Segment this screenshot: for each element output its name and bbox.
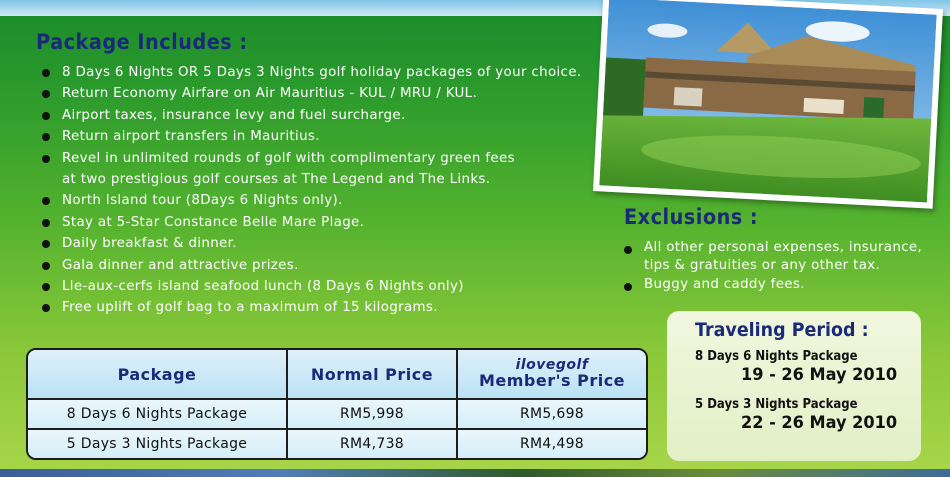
member-price-cell: RM5,698 [457, 399, 646, 429]
include-item: Return airport transfers in Mauritius. [38, 126, 608, 147]
package-column-header: Package [28, 350, 287, 399]
period-package-name: 8 Days 6 Nights Package [695, 349, 858, 364]
member-price-cell: RM4,498 [457, 429, 646, 458]
include-item: Stay at 5-Star Constance Belle Mare Plage. [38, 212, 608, 233]
include-item: 8 Days 6 Nights OR 5 Days 3 Nights golf holiday packages of your choice. [38, 62, 608, 83]
package-name-cell: 8 Days 6 Nights Package [28, 399, 287, 429]
include-item: Gala dinner and attractive prizes. [38, 255, 608, 276]
exclusions-heading: Exclusions : [624, 205, 759, 229]
include-item-continuation: at two prestigious golf courses at The Legend and The Links. [62, 172, 491, 188]
include-item: Free uplift of golf bag to a maximum of 15 kilograms. [38, 297, 608, 318]
member-price-label: Member's Price [478, 371, 626, 390]
exclusion-item: All other personal expenses, insurance, tips & gratuities or any other tax. [620, 239, 940, 276]
package-includes-heading: Package Includes : [36, 30, 248, 54]
include-item: Lle-aux-cerfs island seafood lunch (8 Days 6 Nights only) [38, 276, 608, 297]
exclusions-list [620, 239, 940, 296]
include-item: Airport taxes, insurance levy and fuel surcharge. [38, 105, 608, 126]
include-item: Daily breakfast & dinner. [38, 233, 608, 254]
normal-price-column-header: Normal Price [287, 350, 457, 399]
package-name-cell: 5 Days 3 Nights Package [28, 429, 287, 458]
period-package-name: 5 Days 3 Nights Package [695, 397, 858, 412]
period-dates: 22 - 26 May 2010 [741, 413, 898, 433]
traveling-period-box [667, 311, 921, 461]
price-table [26, 348, 648, 460]
clubhouse-photo [593, 0, 943, 209]
normal-price-cell: RM5,998 [287, 399, 457, 429]
package-includes-list [38, 62, 608, 319]
table-row [28, 429, 646, 458]
bottom-photo-strip [0, 469, 950, 477]
traveling-period-title: Traveling Period : [695, 319, 869, 341]
include-item: Return Economy Airfare on Air Mauritius - KUL / MRU / KUL. [38, 83, 608, 104]
exclusion-item: Buggy and caddy fees. [620, 276, 940, 296]
period-dates: 19 - 26 May 2010 [741, 365, 898, 385]
include-item: North Island tour (8Days 6 Nights only). [38, 190, 608, 211]
normal-price-cell: RM4,738 [287, 429, 457, 458]
ilovegolf-brand: ilovegolf [515, 357, 589, 373]
clubhouse-photo-image [599, 0, 936, 202]
member-price-column-header [457, 350, 646, 399]
include-item: Revel in unlimited rounds of golf with complimentary green fees [38, 148, 608, 169]
table-row [28, 399, 646, 429]
